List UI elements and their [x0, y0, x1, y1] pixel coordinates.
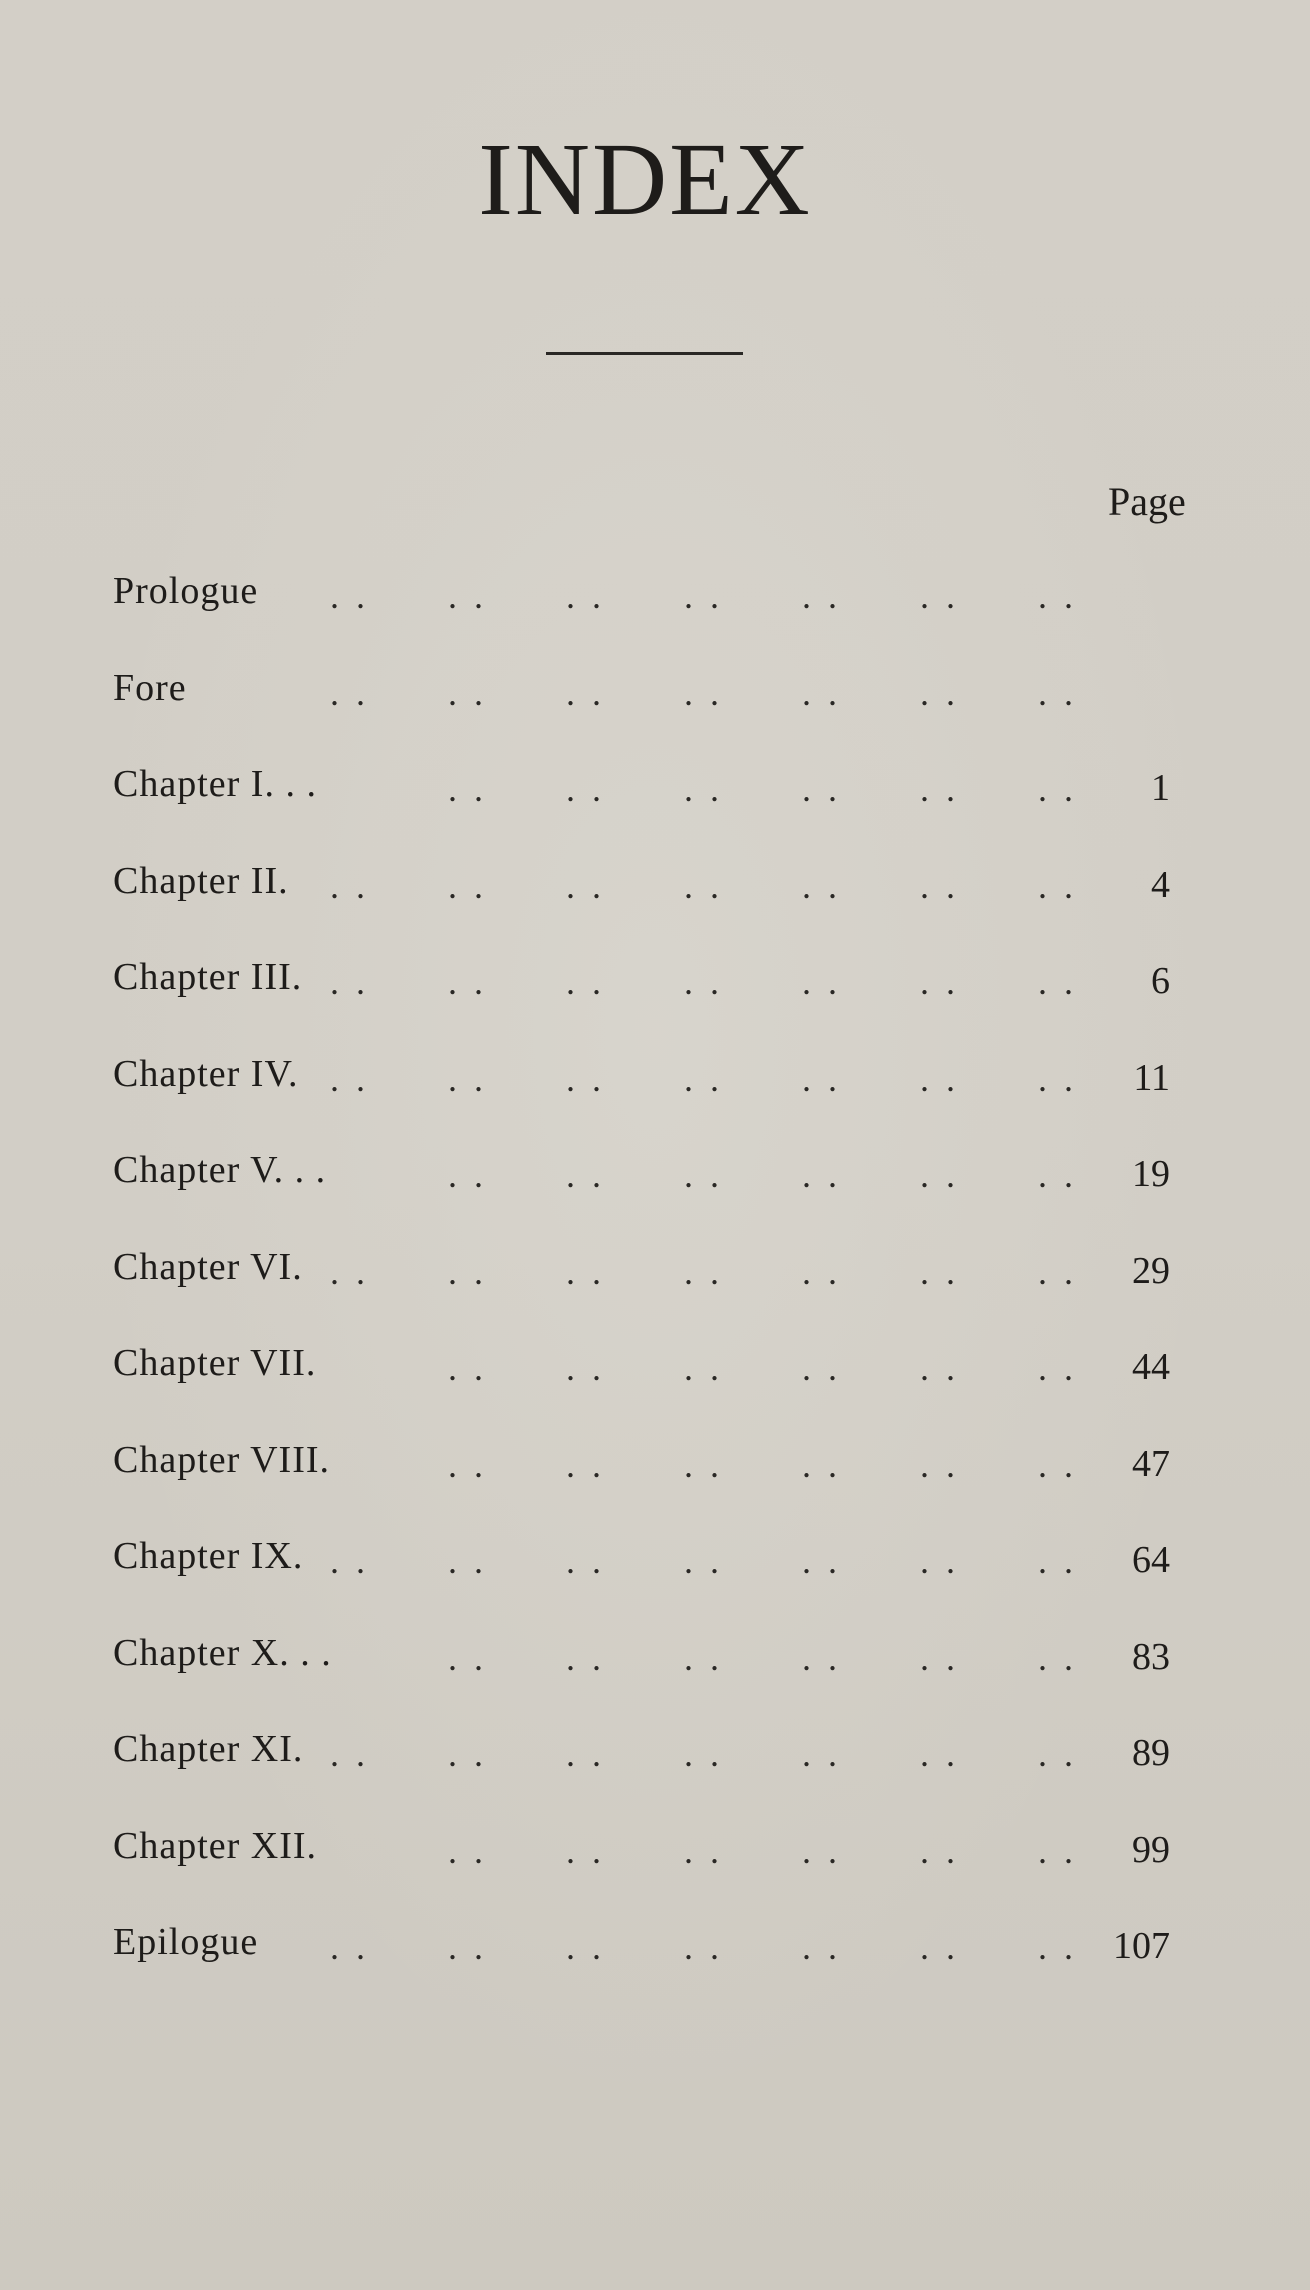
entry-label: Chapter VII.	[113, 1342, 317, 1384]
dot-leader: . .	[330, 865, 369, 906]
dot-leader: . .	[566, 1637, 605, 1678]
entry-label: Fore	[113, 666, 187, 709]
dot-leader: . .	[566, 1251, 605, 1292]
dot-leader: . .	[1038, 769, 1077, 809]
dot-leader: . .	[920, 1830, 959, 1871]
dot-leader: . .	[920, 1637, 959, 1678]
entry-label: Chapter VIII.	[113, 1438, 331, 1481]
index-entry-chapter-12	[0, 1820, 1310, 1917]
dot-leader: . .	[684, 1927, 723, 1967]
dot-leader: . .	[566, 865, 605, 906]
dot-leader: . .	[802, 769, 841, 809]
dot-leader: . .	[1038, 1541, 1077, 1581]
entry-label: Chapter VI.	[113, 1245, 303, 1288]
dot-leader: . .	[448, 962, 487, 1002]
entry-label: Chapter III.	[113, 956, 303, 998]
index-entry-chapter-6	[0, 1241, 1310, 1338]
dot-leader: . .	[1038, 1444, 1077, 1485]
dot-leader: . .	[920, 1927, 959, 1967]
dot-leader: . .	[566, 1058, 605, 1099]
dot-leader: . .	[802, 1444, 841, 1485]
dot-leader: . .	[684, 1155, 723, 1195]
dot-leader: . .	[684, 769, 723, 809]
dot-leader: . .	[684, 962, 723, 1002]
index-entries	[0, 565, 1310, 2013]
dot-leader: . .	[566, 1444, 605, 1485]
index-entry-chapter-7	[0, 1337, 1310, 1434]
index-entry-fore	[0, 662, 1310, 759]
entry-label: Prologue	[113, 570, 259, 612]
dot-leader: . .	[566, 1927, 605, 1967]
entry-label: Chapter V. . .	[113, 1149, 327, 1191]
entry-page-number: 64	[1132, 1539, 1170, 1581]
index-entry-chapter-9	[0, 1530, 1310, 1627]
dot-leader: . .	[1038, 1927, 1077, 1967]
dot-leader: . .	[448, 1541, 487, 1581]
dot-leader: . .	[920, 865, 959, 906]
entry-page-number: 4	[1151, 863, 1170, 906]
dot-leader: . .	[1038, 1058, 1077, 1099]
dot-leader: . .	[448, 1734, 487, 1774]
dot-leader: . .	[920, 1444, 959, 1485]
page-title: INDEX	[478, 122, 812, 237]
entry-page-number: 29	[1132, 1249, 1170, 1292]
dot-leader: . .	[1038, 672, 1077, 713]
dot-leader: . .	[330, 1251, 369, 1292]
index-entry-epilogue	[0, 1916, 1310, 2013]
entry-label: Chapter IV.	[113, 1052, 299, 1095]
dot-leader: . .	[330, 1058, 369, 1099]
dot-leader: . .	[566, 1830, 605, 1871]
dot-leader: . .	[684, 1348, 723, 1388]
dot-leader: . .	[684, 865, 723, 906]
entry-label: Chapter XII.	[113, 1824, 318, 1867]
dot-leader: . .	[330, 962, 369, 1002]
dot-leader: . .	[684, 576, 723, 616]
index-entry-prologue	[0, 565, 1310, 662]
dot-leader: . .	[802, 1637, 841, 1678]
dot-leader: . .	[920, 769, 959, 809]
index-entry-chapter-4	[0, 1048, 1310, 1145]
index-entry-chapter-8	[0, 1434, 1310, 1531]
dot-leader: . .	[684, 1541, 723, 1581]
dot-leader: . .	[448, 1444, 487, 1485]
dot-leader: . .	[802, 962, 841, 1002]
dot-leader: . .	[330, 672, 369, 713]
dot-leader: . .	[566, 1155, 605, 1195]
dot-leader: . .	[448, 1155, 487, 1195]
dot-leader: . .	[1038, 1830, 1077, 1871]
dot-leader: . .	[920, 1251, 959, 1292]
dot-leader: . .	[802, 1348, 841, 1388]
dot-leader: . .	[920, 672, 959, 713]
dot-leader: . .	[566, 769, 605, 809]
entry-label: Chapter I. . .	[113, 763, 317, 805]
index-entry-chapter-11	[0, 1723, 1310, 1820]
dot-leader: . .	[1038, 962, 1077, 1002]
dot-leader: . .	[920, 1348, 959, 1388]
entry-page-number: 19	[1132, 1153, 1170, 1195]
dot-leader: . .	[802, 865, 841, 906]
dot-leader: . .	[684, 1637, 723, 1678]
index-entry-chapter-10	[0, 1627, 1310, 1724]
dot-leader: . .	[448, 865, 487, 906]
entry-page-number: 89	[1132, 1732, 1170, 1774]
entry-label: Chapter X. . .	[113, 1631, 332, 1674]
dot-leader: . .	[920, 1155, 959, 1195]
entry-page-number: 1	[1151, 767, 1170, 809]
dot-leader: . .	[448, 1637, 487, 1678]
dot-leader: . .	[802, 1927, 841, 1967]
index-entry-chapter-1	[0, 758, 1310, 855]
entry-page-number: 11	[1133, 1056, 1170, 1099]
page-column-header: Page	[1108, 479, 1186, 524]
dot-leader: . .	[1038, 865, 1077, 906]
entry-page-number: 47	[1132, 1442, 1170, 1485]
dot-leader: . .	[920, 1734, 959, 1774]
dot-leader: . .	[1038, 1251, 1077, 1292]
dot-leader: . .	[802, 1541, 841, 1581]
dot-leader: . .	[802, 672, 841, 713]
dot-leader: . .	[920, 576, 959, 616]
entry-page-number: 44	[1132, 1346, 1170, 1388]
dot-leader: . .	[448, 1251, 487, 1292]
dot-leader: . .	[566, 962, 605, 1002]
dot-leader: . .	[448, 769, 487, 809]
dot-leader: . .	[448, 1348, 487, 1388]
dot-leader: . .	[448, 1830, 487, 1871]
dot-leader: . .	[330, 576, 369, 616]
dot-leader: . .	[1038, 576, 1077, 616]
dot-leader: . .	[566, 1734, 605, 1774]
dot-leader: . .	[920, 1541, 959, 1581]
dot-leader: . .	[566, 1348, 605, 1388]
dot-leader: . .	[1038, 1734, 1077, 1774]
dot-leader: . .	[684, 1058, 723, 1099]
dot-leader: . .	[920, 1058, 959, 1099]
dot-leader: . .	[1038, 1637, 1077, 1678]
index-entry-chapter-2	[0, 855, 1310, 952]
entry-label: Chapter II.	[113, 859, 289, 902]
title-rule	[546, 352, 743, 355]
dot-leader: . .	[802, 1251, 841, 1292]
entry-page-number: 99	[1132, 1828, 1170, 1871]
dot-leader: . .	[684, 1251, 723, 1292]
dot-leader: . .	[802, 1734, 841, 1774]
dot-leader: . .	[330, 1541, 369, 1581]
dot-leader: . .	[566, 576, 605, 616]
dot-leader: . .	[684, 1830, 723, 1871]
dot-leader: . .	[1038, 1155, 1077, 1195]
dot-leader: . .	[684, 1734, 723, 1774]
dot-leader: . .	[448, 576, 487, 616]
entry-page-number: 83	[1132, 1635, 1170, 1678]
entry-label: Epilogue	[113, 1921, 259, 1963]
index-entry-chapter-3	[0, 951, 1310, 1048]
entry-label: Chapter IX.	[113, 1535, 304, 1577]
dot-leader: . .	[802, 1155, 841, 1195]
dot-leader: . .	[684, 672, 723, 713]
dot-leader: . .	[448, 672, 487, 713]
dot-leader: . .	[920, 962, 959, 1002]
dot-leader: . .	[684, 1444, 723, 1485]
dot-leader: . .	[448, 1927, 487, 1967]
dot-leader: . .	[802, 576, 841, 616]
dot-leader: . .	[566, 672, 605, 713]
dot-leader: . .	[330, 1927, 369, 1967]
dot-leader: . .	[1038, 1348, 1077, 1388]
entry-page-number: 6	[1151, 960, 1170, 1002]
index-entry-chapter-5	[0, 1144, 1310, 1241]
entry-page-number: 107	[1113, 1925, 1170, 1967]
dot-leader: . .	[802, 1830, 841, 1871]
entry-label: Chapter XI.	[113, 1728, 304, 1770]
dot-leader: . .	[448, 1058, 487, 1099]
dot-leader: . .	[330, 1734, 369, 1774]
dot-leader: . .	[566, 1541, 605, 1581]
dot-leader: . .	[802, 1058, 841, 1099]
